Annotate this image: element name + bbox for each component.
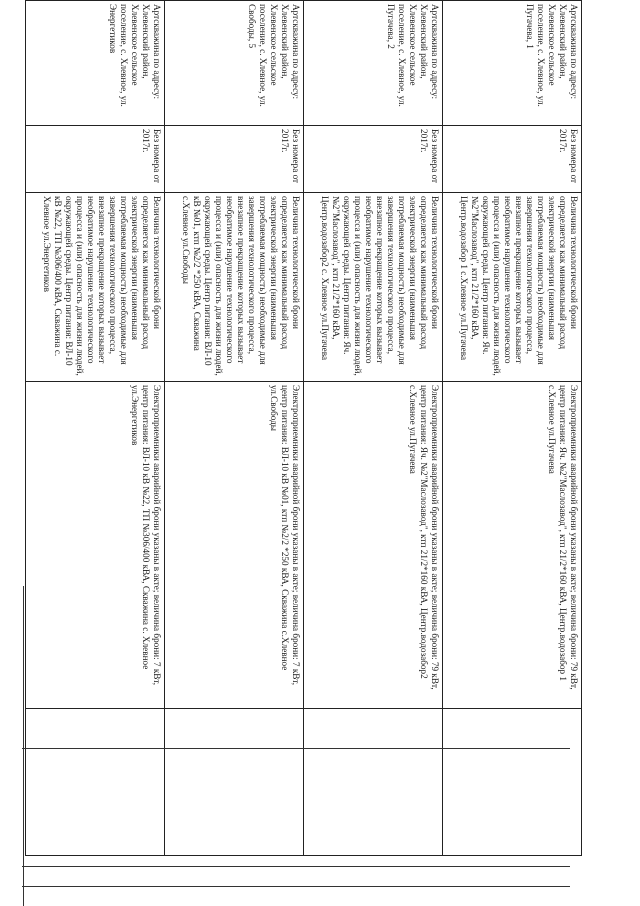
object-name-cell: Артскважина по адресу: Хлевенский район, Хлевенское сельское поселение, с. Хлевное, ул. Энергетиков [26, 1, 165, 126]
document-number-cell: Без номера от 2017г. [304, 126, 443, 193]
table-row [443, 1, 582, 856]
object-name-cell: Артскважина по адресу: Хлевенский район, Хлевенское сельское поселение, с. Хлевное, ул. Свободы, 5 [165, 1, 304, 126]
table-row [304, 1, 443, 856]
rotated-table-container [22, 0, 582, 820]
table-rule [22, 866, 570, 867]
reservation-table [25, 0, 582, 856]
emergency-reserve-cell: Электроприемники аварийной брони указаны в акте; величина брони: 79 кВт, центр питания: Яч. №2"Маслозавод", ктп 21/2*160 кВА, Центр.водозабор 1 с.Хлевное ул.Пугачева [443, 382, 582, 709]
table-row [165, 1, 304, 856]
document-number-cell: Без номера от 2017г. [443, 126, 582, 193]
technological-reserve-cell: Величина технологической брони определяется как минимальный расход электрической энергии (наименьшая потребляемая мощность) необходимые для завершения технологического процесса, внезапное прекращение которых вызывает необратимое нарушение технологического процесса и (или) опасность для жизни людей, окружающей среды. Центр питания: ВЛ-10 кВ №22, ТП №306/400 кВА, Скважина с. Хлевное ул.Энергетиков [26, 193, 165, 382]
document-number-cell: Без номера от 2017г. [165, 126, 304, 193]
table-row [26, 1, 165, 856]
emergency-reserve-cell: Электроприемники аварийной брони указаны в акте; величина брони: 7 кВт, центр питания: ВЛ-10 кВ №01, ктп №2/2 *250 кВА, Скважина с.Хлевное ул.Свободы [165, 382, 304, 709]
emergency-reserve-cell: Электроприемники аварийной брони указаны в акте; величина брони: 7 кВт, центр питания: ВЛ-10 кВ №22, ТП №306/400 кВА, Скважина с. Хлевное ул.Энергетиков [26, 382, 165, 709]
object-name-cell: Артскважина по адресу: Хлевенский район, Хлевенское сельское поселение, с. Хлевное, ул. Пугачева, 1 [443, 1, 582, 126]
extra-cell [26, 709, 165, 856]
object-name-cell: Артскважина по адресу: Хлевенский район, Хлевенское сельское поселение, с. Хлевное, ул. Пугачева, 2 [304, 1, 443, 126]
table-rule [22, 748, 570, 749]
extra-cell [304, 709, 443, 856]
table-rule-vertical [23, 586, 24, 906]
extra-cell [443, 709, 582, 856]
document-number-cell: Без номера от 2017г. [26, 126, 165, 193]
extra-cell [165, 709, 304, 856]
technological-reserve-cell: Величина технологической брони определяется как минимальный расход электрической энергии (наименьшая потребляемая мощность) необходимые для завершения технологического процесса, внезапное прекращение которых вызывает необратимое нарушение технологического процесса и (или) опасность для жизни людей, окружающей среды. Центр питания: Яч. №2"Маслозавод", ктп 21/2*160 кВА, Центр.водозабор 1 с.Хлевное ул.Пугачева [443, 193, 582, 382]
table-rule [22, 886, 570, 887]
technological-reserve-cell: Величина технологической брони определяется как минимальный расход электрической энергии (наименьшая потребляемая мощность) необходимые для завершения технологического процесса, внезапное прекращение которых вызывает необратимое нарушение технологического процесса и (или) опасность для жизни людей, окружающей среды. Центр питания: ВЛ-10 кВ №01, ктп №2/2 *250 кВА, Скважина с.Хлевное ул.Свободы [165, 193, 304, 382]
technological-reserve-cell: Величина технологической брони определяется как минимальный расход электрической энергии (наименьшая потребляемая мощность) необходимые для завершения технологического процесса, внезапное прекращение которых вызывает необратимое нарушение технологического процесса и (или) опасность для жизни людей, окружающей среды. Центр питания: Яч. №2"Маслозавод", ктп 21/2*160 кВА, Центр.водозабор2 с. Хлевное ул.Пугачева [304, 193, 443, 382]
emergency-reserve-cell: Электроприемники аварийной брони указаны в акте; величина брони: 79 кВт, центр питания: Яч. №2"Маслозавод", ктп 21/2*160 кВА, Центр.водозабор2 с.Хлевное ул.Пугачева [304, 382, 443, 709]
